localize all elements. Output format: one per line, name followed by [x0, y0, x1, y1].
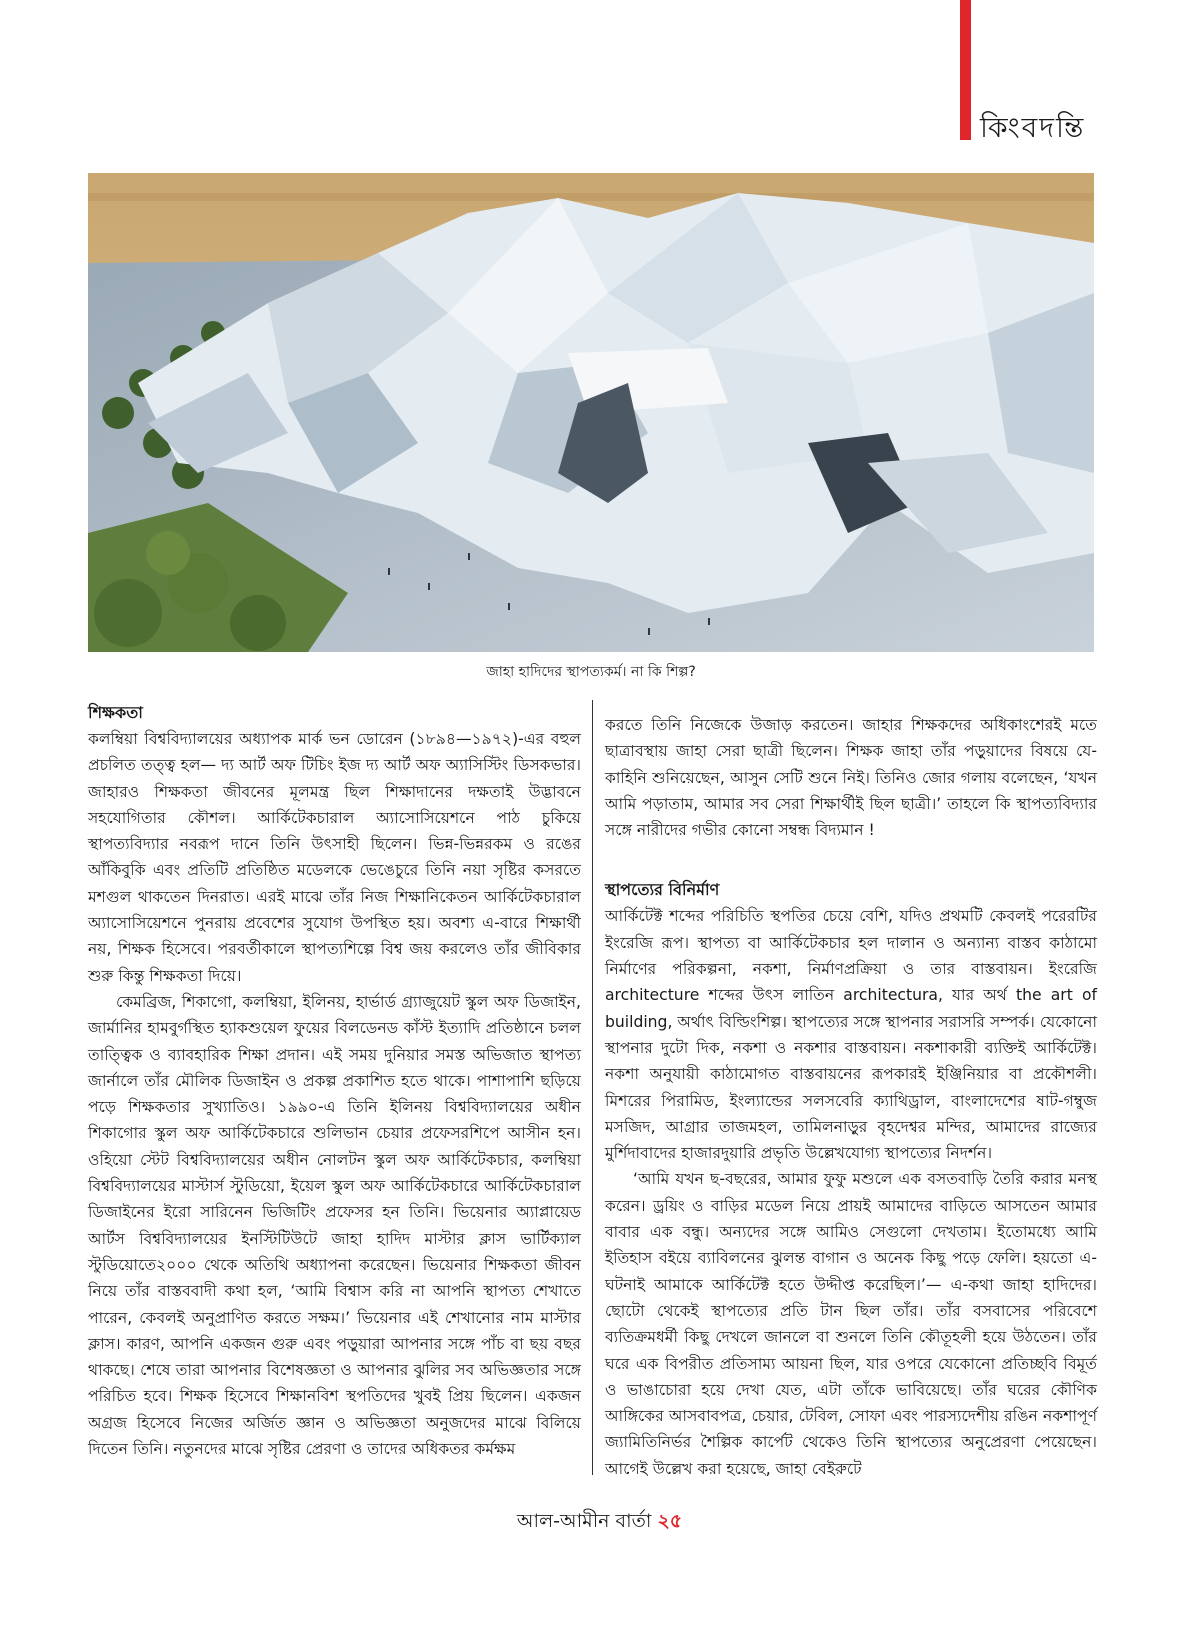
paragraph: কলম্বিয়া বিশ্ববিদ্যালয়ের অধ্যাপক মার্ক ভন ডোরেন (১৮৯৪—১৯৭২)-এর বহুল প্রচলিত তত্ত্ব হল— দ্য আর্ট অফ টিচিং ইজ দ্য আর্ট অফ অ্যাসিস্টিং ডিসকভার। জাহারও শিক্ষকতা জীবনের মূলমন্ত্র ছিল শিক্ষাদানের দক্ষতাই উদ্ভাবনে সহযোগিতার কৌশল। আর্কিটেকচারাল অ্যাসোসিয়েশনে পাঠ চুকিয়ে স্থাপত্যবিদ্যার নবরূপ দানে তিনি উৎসাহী ছিলেন। ভিন্ন-ভিন্নরকম ও রঙের আঁকিবুকি এবং প্রতিটি প্রতিষ্ঠিত মডেলকে ভেঙেচুরে তিনি নয়া সৃষ্টির কসরতে মশগুল থাকতেন দিনরাত। এরই মাঝে তাঁর নিজ শিক্ষানিকেতন আর্কিটেকচারাল অ্যাসোসিয়েশনে পুনরায় প্রবেশের সুযোগ উপস্থিত হয়। অবশ্য এ-বারে শিক্ষার্থী নয়, শিক্ষক হিসেবে। পরবর্তীকালে স্থাপত্যশিল্পে বিশ্ব জয় করলেও তাঁর জীবিকার শুরু কিন্তু শিক্ষকতা দিয়ে।	[88, 730, 581, 985]
page-number: ২৫	[657, 1510, 683, 1532]
section-heading-deconstruction: স্থাপত্যের বিনির্মাণ	[605, 880, 720, 900]
left-column	[88, 700, 581, 1462]
paragraph: কেমব্রিজ, শিকাগো, কলম্বিয়া, ইলিনয়, হার্ভার্ড গ্র্যাজুয়েট স্কুল অফ ডিজাইন, জার্মানির হামবুর্গস্থিত হ্যাকশুয়েল ফুয়ের বিলডেনড কাঁস্ট ইত্যাদি প্রতিষ্ঠানে চলল তাত্ত্বিক ও ব্যাবহারিক শিক্ষা প্রদান। এই সময় দুনিয়ার সমস্ত অভিজাত স্থাপত্য জার্নালে তাঁর মৌলিক ডিজাইন ও প্রকল্প প্রকাশিত হতে থাকে। পাশাপাশি ছড়িয়ে পড়ে শিক্ষকতার সুখ্যাতিও। ১৯৯০-এ তিনি ইলিনয় বিশ্ববিদ্যালয়ের অধীন শিকাগোর স্কুল অফ আর্কিটেকচারে শুলিভান চেয়ার প্রফেসরশিপে আসীন হন। ওহিয়ো স্টেট বিশ্ববিদ্যালয়ের অধীন নোলটন স্কুল অফ আর্কিটেকচার, কলম্বিয়া বিশ্ববিদ্যালয়ের মাস্টার্স স্টুডিয়ো, ইয়েল স্কুল অফ আর্কিটেকচারে আর্কিটেকচারাল ডিজাইনের ইরো সারিনেন ভিজিটিং প্রফেসর হন তিনি। ভিয়েনার অ্যাপ্লায়েড আর্টস বিশ্ববিদ্যালয়ের ইনস্টিটিউটে জাহা হাদিদ মাস্টার ক্লাস ভার্টিক্যাল স্টুডিয়োতে২০০০ থেকে অতিথি অধ্যাপনা করেছেন। ভিয়েনার শিক্ষকতা জীবন নিয়ে তাঁর বাস্তববাদী কথা হল, ‘আমি বিশ্বাস করি না আপনি স্থাপত্য শেখাতে পারেন, কেবলই অনুপ্রাণিত করতে সক্ষম।’ ভিয়েনার এই শেখানোর নাম মাস্টার ক্লাস। কারণ, আপনি একজন গুরু এবং পড়ুয়ারা আপনার সঙ্গে পাঁচ বা ছয় বছর থাকছে। শেষে তারা আপনার বিশেষজ্ঞতা ও আপনার ঝুলির সব অভিজ্ঞতার সঙ্গে পরিচিত হবে। শিক্ষক হিসেবে শিক্ষানবিশ স্থপতিদের খুবই প্রিয় ছিলেন। একজন অগ্রজ হিসেবে নিজের অর্জিত জ্ঞান ও অভিজ্ঞতা অনুজদের মাঝে বিলিয়ে দিতেন তিনি। নতুনদের মাঝে সৃষ্টির প্রেরণা ও তাদের অধিকতর কর্মক্ষম	[88, 992, 581, 1459]
architecture-rendering	[88, 173, 1094, 652]
paragraph: আর্কিটেক্ট শব্দের পরিচিতি স্থপতির চেয়ে বেশি, যদিও প্রথমটি কেবলই পরেরটির ইংরেজি রূপ। স্থাপত্য বা আর্কিটেকচার হল দালান ও অন্যান্য বাস্তব কাঠামো নির্মাণের পরিকল্পনা, নকশা, নির্মাণপ্রক্রিয়া ও তার বাস্তবায়ন। ইংরেজি architecture শব্দের উৎস লাতিন architectura, যার অর্থ the art of building, অর্থাৎ বিল্ডিংশিল্প। স্থাপত্যের সঙ্গে স্থাপনার সরাসরি সম্পর্ক। যেকোনো স্থাপনার দুটো দিক, নকশা ও নকশার বাস্তবায়ন। নকশাকারী ব্যক্তিই আর্কিটেক্ট। নকশা অনুযায়ী কাঠামোগত বাস্তবায়নের রূপকারই ইঞ্জিনিয়ার বা প্রকৌশলী। মিশরের পিরামিড, ইংল্যান্ডের সলসবেরি ক্যাথিড্রাল, বাংলাদেশের ষাট-গম্বুজ মসজিদ, আগ্রার তাজমহল, তামিলনাড়ুর বৃহদেশ্বর মন্দির, আমাদের রাজ্যের মুর্শিদাবাদের হাজারদুয়ারি প্রভৃতি উল্লেখযোগ্য স্থাপত্যের নিদর্শন।	[605, 907, 1097, 1163]
figure-caption: জাহা হাদিদের স্থাপত্যকর্ম। না কি শিল্প?	[486, 664, 696, 680]
paragraph: ‘আমি যখন ছ-বছরের, আমার ফুফু মশুলে এক বসতবাড়ি তৈরি করার মনস্থ করেন। ড্রয়িং ও বাড়ির মডেল নিয়ে প্রায়ই আমাদের বাড়িতে আসতেন আমার বাবার এক বন্ধু। অন্যদের সঙ্গে আমিও সেগুলো দেখতাম। ইতোমধ্যে আমি ইতিহাস বইয়ে ব্যাবিলনের ঝুলন্ত বাগান ও অনেক কিছু পড়ে ফেলি। হয়তো এ-ঘটনাই আমাকে আর্কিটেক্ট হতে উদ্দীপ্ত করেছিল।’— এ-কথা জাহা হাদিদের। ছোটো থেকেই স্থাপত্যের প্রতি টান ছিল তাঁর। তাঁর বসবাসের পরিবেশে ব্যতিক্রমধর্মী কিছু দেখলে জানলে বা শুনলে তিনি কৌতূহলী হয়ে উঠতেন। তাঁর ঘরে এক বিপরীত প্রতিসাম্য আয়না ছিল, যার ওপরে যেকোনো প্রতিচ্ছবি বিমূর্ত ও ভাঙাচোরা হয়ে দেখা যেত, এটা তাঁকে ভাবিয়েছে। তাঁর ঘরের কৌণিক আঙ্গিকের আসবাবপত্র, চেয়ার, টেবিল, সোফা এবং পারস্যদেশীয় রঙিন নকশাপূর্ণ জ্যামিতিনির্ভর শৈল্পিক কার্পেট থেকেও তিনি স্থাপত্যের অনুপ্রেরণা পেয়েছেন। আগেই উল্লেখ করা হয়েছে, জাহা বেইরুটে	[605, 1170, 1097, 1478]
column-divider	[592, 700, 593, 1475]
section-heading-teaching: শিক্ষকতা	[88, 703, 143, 722]
paragraph: করতে তিনি নিজেকে উজাড় করতেন। জাহার শিক্ষকদের অধিকাংশেরই মতে ছাত্রাবস্থায় জাহা সেরা ছাত্রী ছিলেন। শিক্ষক জাহা তাঁর পড়ুয়াদের বিষয়ে যে-কাহিনি শুনিয়েছেন, আসুন সেটি শুনে নিই। তিনিও জোর গলায় বলেছেন, ‘যখন আমি পড়াতাম, আমার সব সেরা শিক্ষার্থীই ছিল ছাত্রী।’ তাহলে কি স্থাপত্যবিদ্যার সঙ্গে নারীদের গভীর কোনো সম্বন্ধ বিদ্যমান !	[605, 716, 1097, 840]
section-accent-bar	[960, 0, 971, 140]
right-column	[605, 712, 1097, 1482]
magazine-name: আল-আমীন বার্তা	[516, 1510, 652, 1532]
page-footer	[0, 1507, 1199, 1539]
section-label: কিংবদন্তি	[980, 111, 1086, 144]
